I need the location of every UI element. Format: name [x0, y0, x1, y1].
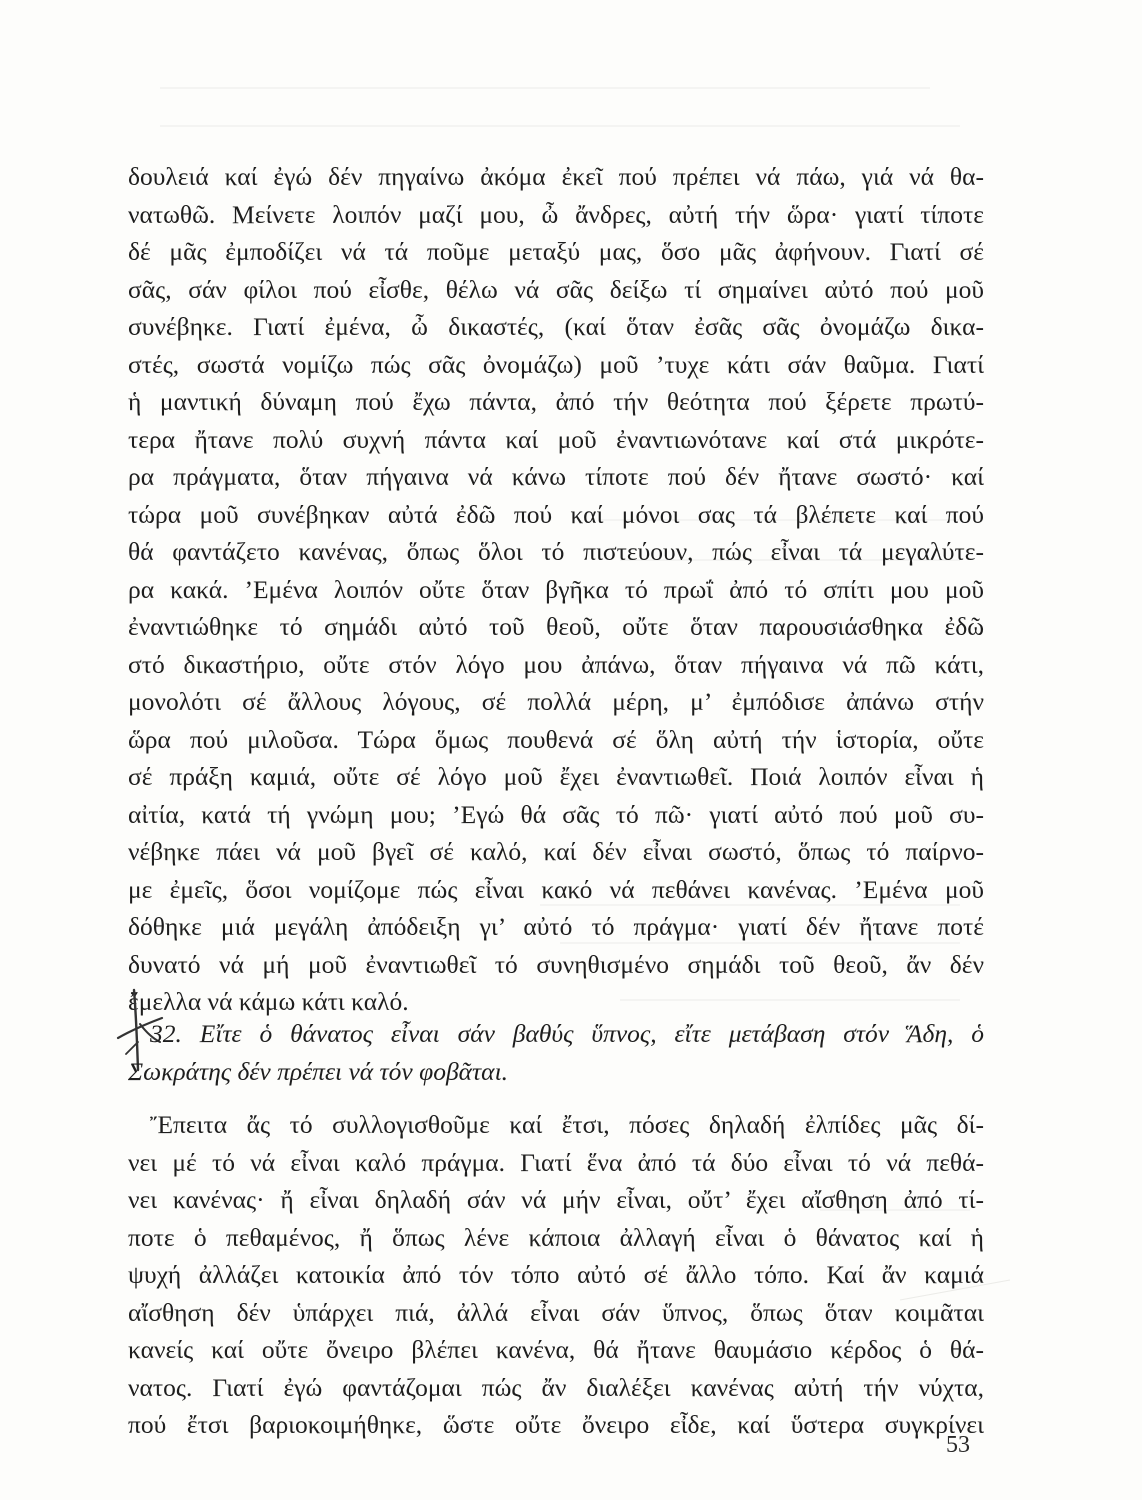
text-line: κανείς καί οὔτε ὄνειρο βλέπει κανένα, θά ἤτανε θαυμάσιο κέρδος ὁ θά- [128, 1335, 984, 1364]
text-line: δυνατό νά μή μοῦ ἐναντιωθεῖ τό συνηθισμένο σημάδι τοῦ θεοῦ, ἄν δέν [128, 949, 984, 979]
page-number: 53 [946, 1432, 970, 1458]
text-line: Ἔπειτα ἄς τό συλλογισθοῦμε καί ἔτσι, πόσες δηλαδή ἐλπίδες μᾶς δί- [150, 1110, 984, 1139]
heading-line: Σωκράτης δέν πρέπει νά τόν φοβᾶται. [128, 1056, 509, 1086]
text-line: νέβηκε πάει νά μοῦ βγεῖ σέ καλό, καί δέν εἶναι σωστό, ὅπως τό παίρνο- [128, 837, 984, 866]
text-line: συνέβηκε. Γιατί ἐμένα, ὦ δικαστές, (καί ὅταν ἐσᾶς σᾶς ὀνομάζω δικα- [128, 312, 984, 341]
text-line: με ἐμεῖς, ὅσοι νομίζομε πώς εἶναι κακό νά πεθάνει κανένας. ’Εμένα μοῦ [128, 874, 984, 904]
text-line: σέ πράξη καμιά, οὔτε σέ λόγο μοῦ ἔχει ἐναντιωθεῖ. Ποιά λοιπόν εἶναι ἡ [128, 762, 984, 791]
text-line: ψυχή ἀλλάζει κατοικία ἀπό τόν τόπο αὐτό σέ ἄλλο τόπο. Καί ἄν καμιά [128, 1260, 984, 1289]
text-line: δόθηκε μιά μεγάλη ἀπόδειξη γι’ αὐτό τό πράγμα· γιατί δέν ἤτανε ποτέ [128, 912, 984, 941]
paragraph-2 [128, 1106, 984, 1444]
text-line: νει κανένας· ἤ εἶναι δηλαδή σάν νά μήν εἶναι, οὔτ’ ἔχει αἴσθηση ἀπό τί- [128, 1185, 984, 1214]
text-line: τώρα μοῦ συνέβηκαν αὐτά ἐδῶ πού καί μόνοι σας τά βλέπετε καί πού [128, 499, 984, 529]
heading-line: 32. Εἴτε ὁ θάνατος εἶναι σάν βαθύς ὕπνος, εἴτε μετάβαση στόν Ἅδη, ὁ [150, 1019, 984, 1048]
text-line: ρα κακά. ’Εμένα λοιπόν οὔτε ὅταν βγῆκα τό πρωΐ ἀπό τό σπίτι μου μοῦ [128, 574, 984, 604]
text-line: ἡ μαντική δύναμη πού ἔχω πάντα, ἀπό τήν θεότητα πού ξέρετε πρωτύ- [128, 387, 984, 416]
text-line: νατωθῶ. Μείνετε λοιπόν μαζί μου, ὦ ἄνδρες, αὐτή τήν ὥρα· γιατί τίποτε [128, 199, 984, 229]
text-line: ρα πράγματα, ὅταν πήγαινα νά κάνω τίποτε πού δέν ἤτανε σωστό· καί [128, 462, 984, 491]
text-line: ποτε ὁ πεθαμένος, ἤ ὅπως λένε κάποια ἀλλαγή εἶναι ὁ θάνατος καί ἡ [128, 1222, 984, 1252]
text-line: δουλειά καί ἐγώ δέν πηγαίνω ἀκόμα ἐκεῖ πού πρέπει νά πάω, γιά νά θα- [128, 162, 984, 191]
text-line: ἔμελλα νά κάμω κάτι καλό. [128, 987, 409, 1016]
paragraph-1 [128, 158, 984, 1021]
text-line: σᾶς, σάν φίλοι πού εἶσθε, θέλω νά σᾶς δείξω τί σημαίνει αὐτό πού μοῦ [128, 274, 984, 304]
text-line: τερα ἤτανε πολύ συχνή πάντα καί μοῦ ἐναντιωνότανε καί στά μικρότε- [128, 424, 984, 454]
text-line: αἰτία, κατά τή γνώμη μου; ’Εγώ θά σᾶς τό πῶ· γιατί αὐτό πού μοῦ συ- [128, 799, 984, 829]
text-line: στό δικαστήριο, οὔτε στόν λόγο μου ἀπάνω, ὅταν πήγαινα νά πῶ κάτι, [128, 649, 984, 679]
text-line: στές, σωστά νομίζω πώς σᾶς ὀνομάζω) μοῦ ’τυχε κάτι σάν θαῦμα. Γιατί [128, 349, 984, 379]
text-line: ἐναντιώθηκε τό σημάδι αὐτό τοῦ θεοῦ, οὔτε ὅταν παρουσιάσθηκα ἐδῶ [128, 612, 984, 641]
text-line: μονολότι σέ ἄλλους λόγους, σέ πολλά μέρη, μ’ ἐμπόδισε ἀπάνω στήν [128, 687, 984, 716]
text-line: ὥρα πού μιλοῦσα. Τώρα ὅμως πουθενά σέ ὅλη αὐτή τήν ἱστορία, οὔτε [128, 724, 984, 754]
text-line: νει μέ τό νά εἶναι καλό πράγμα. Γιατί ἕνα ἀπό τά δύο εἶναι τό νά πεθά- [128, 1147, 984, 1177]
text-line: πού ἔτσι βαριοκοιμήθηκε, ὥστε οὔτε ὄνειρο εἶδε, καί ὕστερα συγκρίνει [128, 1410, 984, 1439]
text-line: θά φαντάζετο κανένας, ὅπως ὅλοι τό πιστεύουν, πώς εἶναι τά μεγαλύτε- [128, 537, 984, 566]
text-line: νατος. Γιατί ἐγώ φαντάζομαι πώς ἄν διαλέξει κανένας αὐτή τήν νύχτα, [128, 1372, 984, 1402]
text-line: δέ μᾶς ἐμποδίζει νά τά ποῦμε μεταξύ μας, ὅσο μᾶς ἀφήνουν. Γιατί σέ [128, 237, 984, 266]
text-line: αἴσθηση δέν ὑπάρχει πιά, ἀλλά εἶναι σάν ὕπνος, ὅπως ὅταν κοιμᾶται [128, 1297, 984, 1327]
section-heading [128, 1015, 984, 1090]
